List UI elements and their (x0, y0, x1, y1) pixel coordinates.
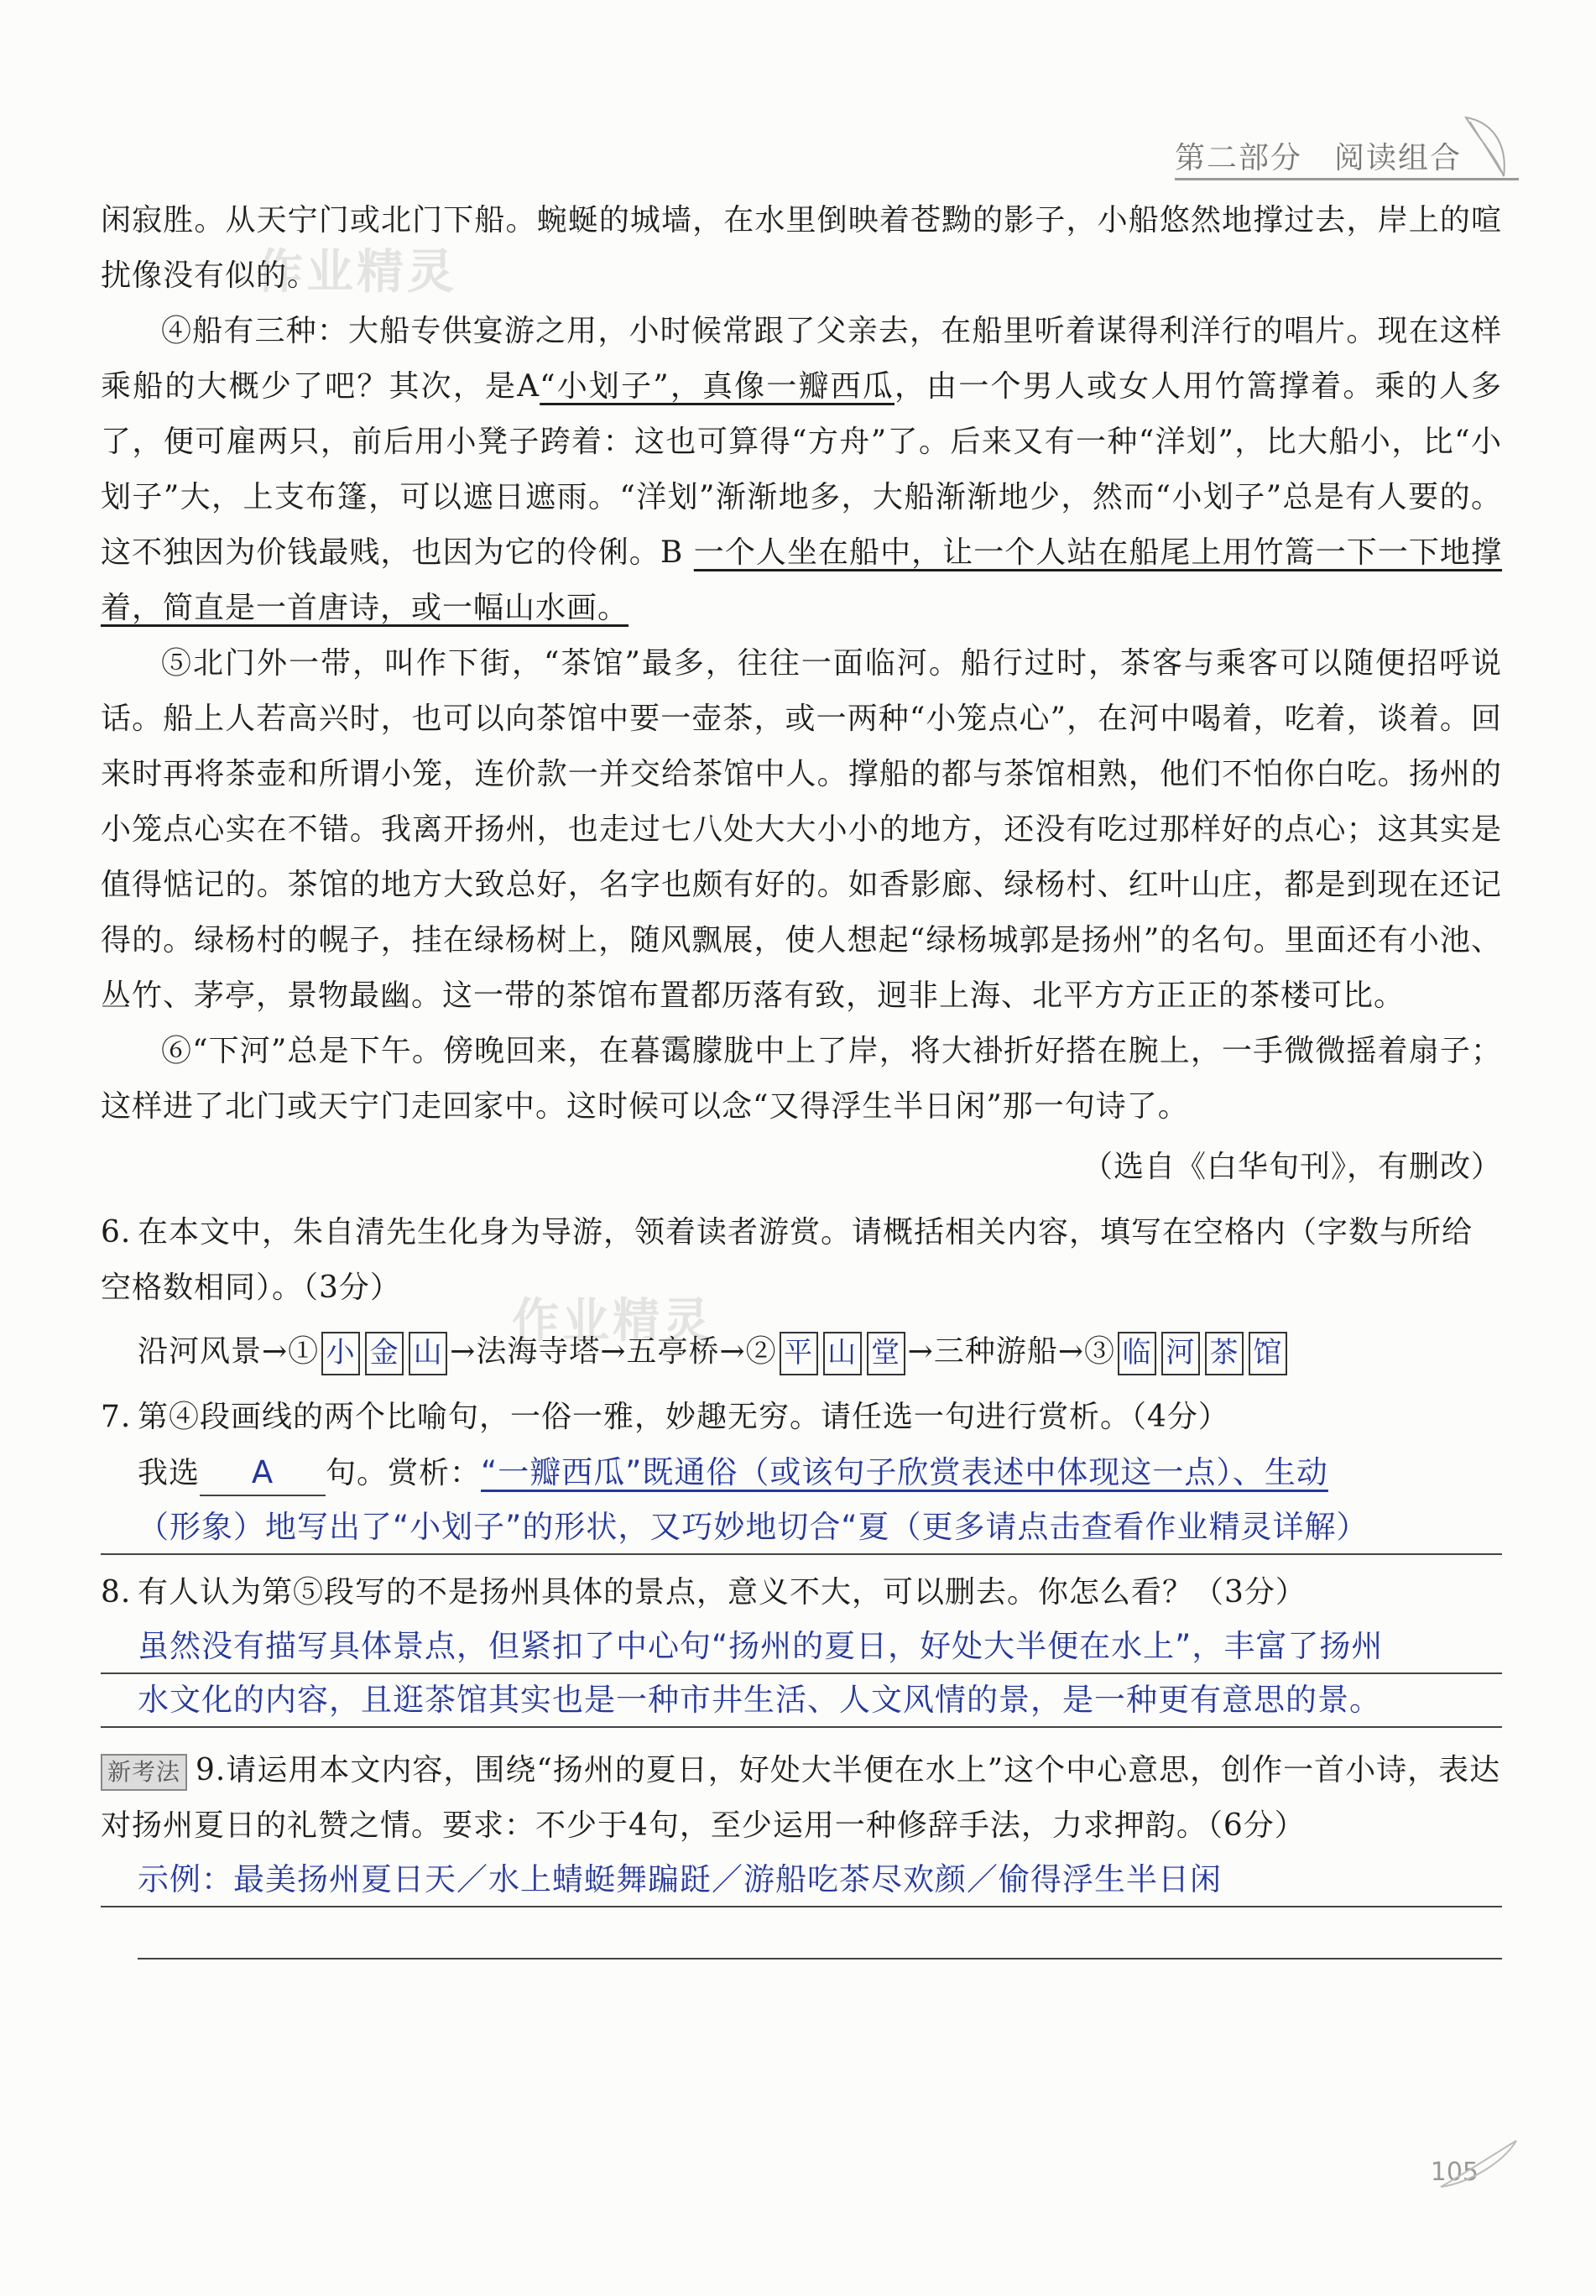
question-9 (101, 1743, 1502, 1959)
text-span: ，由一个男人或女人用竹篙撑着。乘的人多了，便可雇两只，前后用小凳子跨着：这也可算得“方舟”了。后来又有一种“洋划”，比大船小，比“小划子”大，上支布篷，可以遮日遮雨。“洋划”渐渐地多，大船渐渐地少，然而“小划子”总是有人要的。这不独因为价钱最贱，也因为它的伶俐。B (101, 369, 1502, 570)
answer-box[interactable]: 山 (409, 1332, 447, 1375)
q7-after-label: 句。赏析： (326, 1456, 482, 1490)
feather-icon (1458, 109, 1516, 185)
question-number: 9. (196, 1753, 227, 1787)
question-number: 8. (101, 1575, 132, 1610)
question-8 (101, 1565, 1502, 1728)
question-text: 在本文中，朱自清先生化身为导游，领着读者游赏。请概括相关内容，填写在空格内（字数与所给空格数相同）。（3分） (101, 1215, 1473, 1305)
answer-box[interactable]: 馆 (1249, 1332, 1287, 1375)
page-header: 第二部分 阅读组合 (1174, 141, 1462, 175)
question-text: 请运用本文内容，围绕“扬州的夏日，好处大半便在水上”这个中心意思，创作一首小诗，表达对扬州夏日的礼赞之情。要求：不少于4句，至少运用一种修辞手法，力求押韵。（6分） (101, 1753, 1501, 1843)
q7-choice-blank[interactable]: A (200, 1451, 326, 1496)
q7-answer-row (101, 1445, 1502, 1501)
q7-choose-label: 我选 (138, 1456, 201, 1490)
q7-answer-line-1[interactable]: “一瓣西瓜”既通俗（或该句子欣赏表述中体现这一点）、生动 (481, 1454, 1328, 1490)
question-number: 7. (101, 1400, 132, 1434)
metaphor-a-underline: “小划子”，真像一瓣西瓜 (540, 369, 894, 404)
new-method-tag: 新考法 (101, 1754, 187, 1791)
question-text: 第④段画线的两个比喻句，一俗一雅，妙趣无穷。请任选一句进行赏析。（4分） (138, 1400, 1229, 1434)
question-7 (101, 1390, 1502, 1555)
answer-box[interactable]: 山 (823, 1332, 862, 1375)
watermark: 作业精灵 (512, 1294, 713, 1349)
passage-paragraph: 闲寂胜。从天宁门或北门下船。蜿蜒的城墙，在水里倒映着苍黝的影子，小船悠然地撑过去，岸上的喧扰像没有似的。 (101, 203, 1502, 293)
metaphor-b-underline: 一个人坐在船中，让一个人站在船尾上用竹篙一下一下地撑着，简直是一首唐诗，或一幅山水画。 (101, 535, 1502, 625)
page-number: 105 (1430, 2158, 1479, 2187)
question-text: 有人认为第⑤段写的不是扬州具体的景点，意义不大，可以删去。你怎么看？（3分） (138, 1575, 1307, 1610)
feather-icon (1437, 2137, 1520, 2195)
q9-answer-line-2[interactable] (138, 1907, 1502, 1959)
q6-answer-row (101, 1324, 1502, 1380)
passage-source: （选自《白华旬刊》，有删改） (1082, 1150, 1502, 1184)
q8-answer-line-1[interactable]: 虽然没有描写具体景点，但紧扣了中心句“扬州的夏日，好处大半便在水上”，丰富了扬州 (101, 1620, 1502, 1674)
answer-box[interactable]: 河 (1161, 1332, 1200, 1375)
watermark: 作业精灵 (256, 245, 457, 300)
q6-mid: →法海寺塔→五亭桥→② (450, 1334, 777, 1369)
answer-box[interactable]: 堂 (867, 1332, 905, 1375)
page-content (101, 193, 1502, 1959)
answer-box[interactable]: 平 (780, 1332, 818, 1375)
passage-paragraph-4 (101, 304, 1502, 636)
answer-box[interactable]: 临 (1118, 1332, 1156, 1375)
q8-answer-line-2[interactable]: 水文化的内容，且逛茶馆其实也是一种市井生活、人文风情的景，是一种更有意思的景。 (101, 1674, 1502, 1728)
answer-box[interactable]: 茶 (1205, 1332, 1244, 1375)
q6-prefix: 沿河风景→① (138, 1334, 320, 1369)
question-number: 6. (101, 1215, 132, 1250)
text-span: ④船有三种：大船专供宴游之用，小时候常跟了父亲去，在船里听着谋得利洋行的唱片。现在这样乘船的大概少了吧？其次，是A (101, 314, 1502, 404)
answer-box[interactable]: 小 (321, 1332, 360, 1375)
question-6 (101, 1205, 1502, 1380)
q6-mid2: →三种游船→③ (907, 1334, 1116, 1369)
q9-answer-line-1[interactable]: 示例：最美扬州夏日天／水上蜻蜓舞蹁跹／游船吃茶尽欢颜／偷得浮生半日闲 (101, 1854, 1502, 1907)
answer-box[interactable]: 金 (365, 1332, 404, 1375)
passage-paragraph-5: ⑤北门外一带，叫作下街，“茶馆”最多，往往一面临河。船行过时，茶客与乘客可以随便招呼说话。船上人若高兴时，也可以向茶馆中要一壶茶，或一两种“小笼点心”，在河中喝着，吃着，谈着。回来时再将茶壶和所谓小笼，连价款一并交给茶馆中人。撑船的都与茶馆相熟，他们不怕你白吃。扬州的小笼点心实在不错。我离开扬州，也走过七八处大大小小的地方，还没有吃过那样好的点心；这其实是值得惦记的。茶馆的地方大致总好，名字也颇有好的。如香影廊、绿杨村、红叶山庄，都是到现在还记得的。绿杨村的幌子，挂在绿杨树上，随风飘展，使人想起“绿杨城郭是扬州”的名句。里面还有小池、丛竹、茅亭，景物最幽。这一带的茶馆布置都历落有致，迥非上海、北平方方正正的茶楼可比。 (101, 646, 1502, 1013)
passage-paragraph-6: ⑥“下河”总是下午。傍晚回来，在暮霭朦胧中上了岸，将大褂折好搭在腕上，一手微微摇着扇子；这样进了北门或天宁门走回家中。这时候可以念“又得浮生半日闲”那一句诗了。 (101, 1034, 1502, 1124)
q7-answer-line-2[interactable]: （形象）地写出了“小划子”的形状，又巧妙地切合“夏（更多请点击查看作业精灵详解） (101, 1501, 1502, 1555)
